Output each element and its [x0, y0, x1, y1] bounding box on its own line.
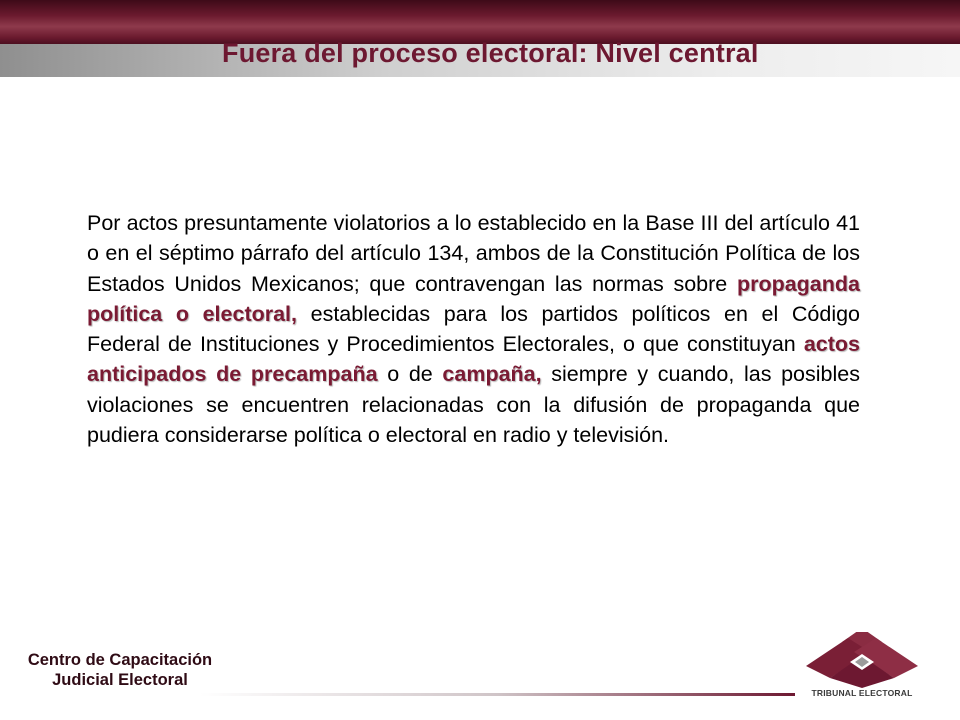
- tribunal-logo: [800, 632, 925, 720]
- tribunal-emblem-icon: [800, 632, 925, 688]
- footer-org-line1: Centro de Capacitación: [27, 651, 213, 669]
- slide-body-text: [87, 208, 860, 450]
- footer-org-line2: Judicial Electoral: [52, 671, 188, 689]
- body-text-part: Por actos presuntamente violatorios a lo establecido en la Base III del artículo 41 o en el séptimo párrafo del artículo 134, ambos de la Constitución Política de los Estados Unidos Mexicanos; que contravengan las normas sobre: [87, 211, 860, 296]
- highlight-propaganda: propaganda política o electoral,: [87, 271, 860, 326]
- body-text-part: siempre y cuando, las posibles violaciones se encuentren relacionadas con la difusión de propaganda que pudiera considerarse política o electoral en radio y televisión.: [87, 362, 860, 448]
- highlight-campana: campaña,: [442, 362, 542, 387]
- footer-organization: [10, 650, 230, 690]
- highlight-actos-anticipados: actos anticipados de precampaña: [87, 332, 860, 387]
- footer-divider: [200, 693, 795, 696]
- body-text-part: o de: [377, 362, 443, 387]
- logo-label: TRIBUNAL ELECTORAL: [811, 688, 913, 698]
- body-text-part: establecidas para los partidos políticos en el Código Federal de Instituciones y Procedimientos Electorales, o que constituyan: [87, 301, 861, 357]
- slide-title: Fuera del proceso electoral: Nivel central: [222, 38, 759, 68]
